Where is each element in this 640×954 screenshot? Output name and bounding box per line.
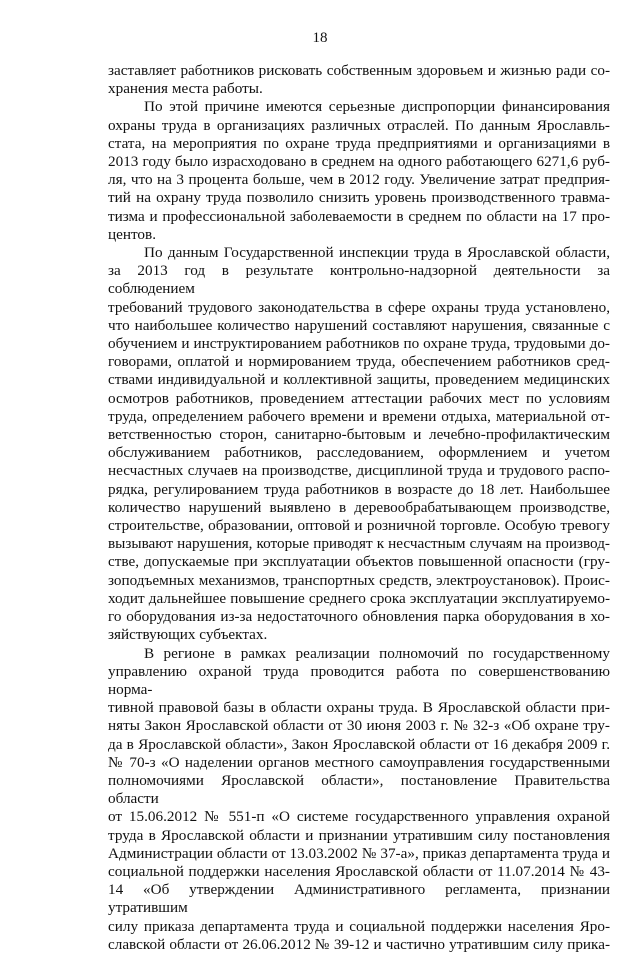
text-line: стата, на мероприятия по охране труда предприятиями и организациями в: [108, 134, 610, 152]
text-line: да в Ярославской области», Закон Ярославской области от 16 декабря 2009 г.: [108, 735, 610, 753]
text-line: хранения места работы.: [108, 80, 263, 98]
text-line: силу приказа департамента труда и социальной поддержки населения Яро-: [108, 917, 610, 935]
text-line: ствами индивидуальной и коллективной защиты, проведением медицинских: [108, 371, 610, 389]
text-line: говорами, оплатой и нормированием труда, обеспечением работников сред-: [108, 353, 610, 371]
text-line: требований трудового законодательства в сфере охраны труда установлено,: [108, 298, 610, 316]
text-line: ля, что на 3 процента больше, чем в 2012 году. Увеличение затрат предприя-: [108, 171, 610, 189]
text-line: тий на охрану труда позволило снизить уровень производственного травма-: [108, 189, 610, 207]
text-line: 14 «Об утверждении Административного регламента, признании утратившим: [108, 881, 610, 917]
text-line: обслуживанием работников, расследованием, оформлением и учетом: [108, 444, 610, 462]
text-line: зоподъемных механизмов, транспортных средств, электроустановок). Проис-: [108, 571, 610, 589]
text-line: полномочиями Ярославской области», постановление Правительства области: [108, 771, 610, 808]
text-line: количество нарушений выявлено в деревообрабатывающем производстве,: [108, 498, 610, 516]
text-line: вызывают нарушения, которые приводят к несчастным случаям на производ-: [108, 535, 610, 553]
text-line: заставляет работников рисковать собственным здоровьем и жизнью ради со-: [108, 62, 610, 79]
text-line: что наибольшее количество нарушений составляют нарушения, связанные с: [108, 316, 610, 334]
text-line: Администрации области от 13.03.2002 № 37-а», приказ департамента труда и: [108, 844, 610, 862]
text-line: ходит дальнейшее повышение среднего срока эксплуатации эксплуатируемо-: [108, 589, 610, 607]
page-number: 18: [312, 30, 328, 46]
text-line: охраны труда в организациях различных отраслей. По данным Ярославль-: [108, 116, 610, 134]
text-line: По этой причине имеются серьезные диспропорции финансирования: [144, 98, 610, 116]
text-line: няты Закон Ярославской области от 30 июня 2003 г. № 32-з «Об охране тру-: [108, 717, 610, 735]
text-line: от 15.06.2012 № 551-п «О системе государственного управления охраной: [108, 808, 610, 826]
text-line: социальной поддержки населения Ярославской области от 11.07.2014 № 43-: [108, 862, 610, 880]
text-line: труда, определением рабочего времени и времени отдыха, материальной от-: [108, 407, 610, 425]
document-body: [108, 62, 610, 954]
text-line: центов.: [108, 225, 156, 243]
text-line: В регионе в рамках реализации полномочий по государственному: [144, 644, 610, 662]
text-line: осмотров работников, проведением аттестации рабочих мест по условиям: [108, 389, 610, 407]
text-line: По данным Государственной инспекции труда в Ярославской области,: [144, 244, 610, 262]
text-line: славской области от 26.06.2012 № 39-12 и частично утратившим силу прика-: [108, 935, 610, 953]
text-line: зяйствующих субъектах.: [108, 626, 268, 644]
text-line: строительстве, образовании, оптовой и розничной торговле. Особую тревогу: [108, 517, 610, 535]
text-line: несчастных случаев на производстве, дисциплиной труда и трудового распо-: [108, 462, 610, 480]
text-line: ветственностью сторон, санитарно-бытовым и лечебно-профилактическим: [108, 426, 610, 444]
text-line: управлению охраной труда проводится работа по совершенствованию норма-: [108, 662, 610, 698]
text-line: обучением и инструктированием работников по охране труда, трудовыми до-: [108, 335, 610, 353]
text-line: тизма и профессиональной заболеваемости в среднем по области на 17 про-: [108, 207, 610, 225]
text-line: го оборудования из-за недостаточного обновления парка оборудования в хо-: [108, 608, 610, 626]
text-line: 2013 году было израсходовано в среднем на одного работающего 6271,6 руб-: [108, 153, 610, 171]
text-line: рядка, регулированием труда работников в возрасте до 18 лет. Наибольшее: [108, 480, 610, 498]
text-line: № 70-з «О наделении органов местного самоуправления государственными: [108, 753, 610, 771]
text-line: за 2013 год в результате контрольно-надзорной деятельности за соблюдением: [108, 262, 610, 298]
text-line: стве, допускаемые при эксплуатации объектов повышенной опасности (гру-: [108, 553, 610, 571]
text-line: труда в Ярославской области и признании утратившим силу постановления: [108, 826, 610, 844]
text-line: тивной правовой базы в области охраны труда. В Ярославской области при-: [108, 699, 610, 717]
